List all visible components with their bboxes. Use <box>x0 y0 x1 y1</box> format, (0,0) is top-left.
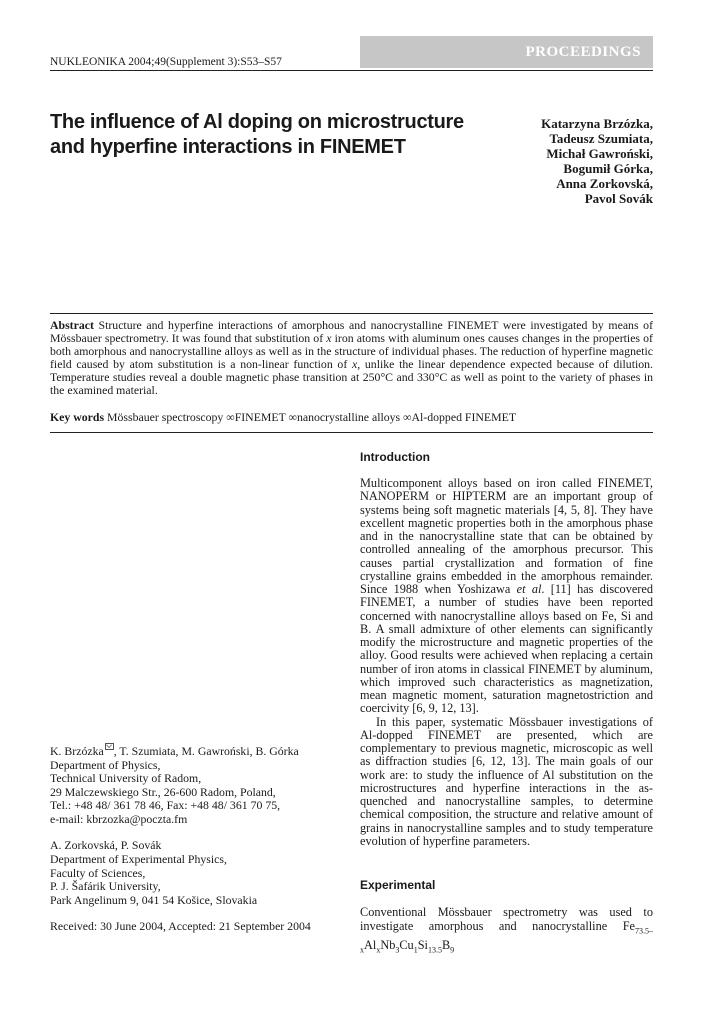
received-dates: Received: 30 June 2004, Accepted: 21 September 2004 <box>50 919 311 933</box>
affiliation-names: A. Zorkovská, P. Sovák <box>50 838 162 853</box>
formula-sub: 73.5–x <box>360 926 654 955</box>
formula-sub: x <box>376 945 381 955</box>
abstract-top-rule <box>50 313 653 314</box>
abstract-text: , unlike the linear dependence expected because of dilution. Temperature studies reveal a double magnetic phase transition at 250°C and 330°C as well as point to the variety of phases in the examined material. <box>50 357 654 398</box>
text-run: et al <box>516 582 542 596</box>
formula-part: Fe <box>622 919 636 933</box>
author-list <box>541 116 653 206</box>
formula-sub: 3 <box>395 945 400 955</box>
author: Anna Zorkovská, <box>556 176 653 191</box>
formula-part: Al <box>364 938 377 953</box>
affiliation-line: Faculty of Sciences, <box>50 865 146 880</box>
text-run: Multicomponent alloys based on iron called FINEMET, NANOPERM or HIPTERM are an important group of systems being soft magnetic materials [4, 5, 8]. They have excellent magnetic properties both in the amorphous phase and in the nanocrystalline state that can be obtained by controlled annealing of the amorphous precursor. This causes partial crystallization and formation of fine crystalline grains embedded in the amorphous remainder. Since 1988 when Yoshizawa <box>360 476 653 596</box>
introduction-body <box>360 477 653 848</box>
envelope-icon <box>105 743 114 750</box>
affiliation-block <box>50 839 340 907</box>
introduction-heading: Introduction <box>360 450 430 464</box>
abstract-variable: x <box>326 331 332 346</box>
coauthors: , T. Szumiata, M. Gawroński, B. Górka <box>113 743 299 758</box>
experimental-text: Conventional Mössbauer spectrometry was used to investigate amorphous and nanocrystalline <box>360 905 653 933</box>
author: Katarzyna Brzózka, <box>541 116 653 131</box>
keywords <box>50 411 653 424</box>
affiliation-line: 29 Malczewskiego Str., 26-600 Radom, Poland, <box>50 784 276 799</box>
text-run: . [11] has discovered FINEMET, a number of studies have been reported concerned with nanocrystalline alloys based on Fe, Si and B. A small admixture of other elements can significantly modify the microstructure and magnetic properties of the alloy. Good results were achieved when replacing a certain number of iron atoms in classical FINEMET by aluminum, which improved such characteristics as magnetization, mean magnetic moment, saturation magnetostriction and coercivity [6, 9, 12, 13]. <box>360 582 654 716</box>
proceedings-banner <box>360 36 653 68</box>
experimental-heading: Experimental <box>360 878 436 892</box>
formula-sub: 1 <box>413 945 418 955</box>
abstract-text: iron atoms with aluminum ones causes changes in the properties of both amorphous and nanocrystalline alloys as well as in the structure of individual phases. The reduction of hyperfine magnetic field caused by atom substitution is a non-linear function of <box>50 331 653 372</box>
formula-sub: 13.5 <box>427 945 442 955</box>
formula-sub: 9 <box>450 945 455 955</box>
affiliation-line: Tel.: +48 48/ 361 78 46, Fax: +48 48/ 361 70 75, <box>50 798 281 813</box>
abstract-label: Abstract <box>50 318 94 332</box>
abstract-variable: x <box>351 357 358 372</box>
affiliation-line: Technical University of Radom, <box>50 771 202 786</box>
affiliations <box>50 743 340 920</box>
proceedings-label: PROCEEDINGS <box>525 44 641 60</box>
affiliation-line: Park Angelinum 9, 041 54 Košice, Slovakia <box>50 892 258 907</box>
affiliation-names <box>50 743 340 759</box>
author: Bogumił Górka, <box>563 161 653 176</box>
keywords-label: Key words <box>50 410 105 424</box>
formula-part: Nb <box>380 938 396 953</box>
author: Michał Gawroński, <box>546 146 653 161</box>
paper-title: The influence of Al doping on microstructure and hyperfine interactions in FINEMET <box>50 111 464 158</box>
keywords-text: Mössbauer spectroscopy ∞FINEMET ∞nanocrystalline alloys ∞Al-dopped FINEMET <box>107 410 517 424</box>
keywords-bottom-rule <box>50 432 653 433</box>
introduction-paragraph <box>360 477 653 716</box>
journal-citation: NUKLEONIKA 2004;49(Supplement 3):S53–S57 <box>50 56 282 68</box>
header-rule <box>50 70 653 71</box>
abstract <box>50 319 653 398</box>
formula-part: Cu <box>399 938 414 953</box>
author: Tadeusz Szumiata, <box>549 131 653 146</box>
formula-part: B <box>441 938 451 953</box>
affiliation-email: e-mail: kbrzozka@poczta.fm <box>50 811 188 826</box>
affiliation-line: Department of Physics, <box>50 757 161 772</box>
corresponding-author: K. Brzózka <box>50 743 104 758</box>
experimental-body <box>360 905 653 958</box>
affiliation-line: P. J. Šafárik University, <box>50 879 161 894</box>
author: Pavol Sovák <box>584 191 653 206</box>
introduction-paragraph: In this paper, systematic Mössbauer investigations of Al-dopped FINEMET are presented, which are complementary to previous magnetic, microscopic as well as diffraction studies [6, 12, 13]. The main goals of our work are: to study the influence of Al substitution on the microstructures and hyperfine interactions in the as-quenched and nanocrystalline samples, to determine chemical composition, the structure and relative amount of grains in nanocrystalline samples and to study temperature evolution of hyperfine parameters. <box>360 714 653 848</box>
affiliation-block <box>50 743 340 826</box>
abstract-text: Structure and hyperfine interactions of amorphous and nanocrystalline FINEMET were investigated by means of Mössbauer spectrometry. It was found that substitution of <box>50 318 653 346</box>
affiliation-line: Department of Experimental Physics, <box>50 852 227 867</box>
formula-part: Si <box>417 938 428 953</box>
